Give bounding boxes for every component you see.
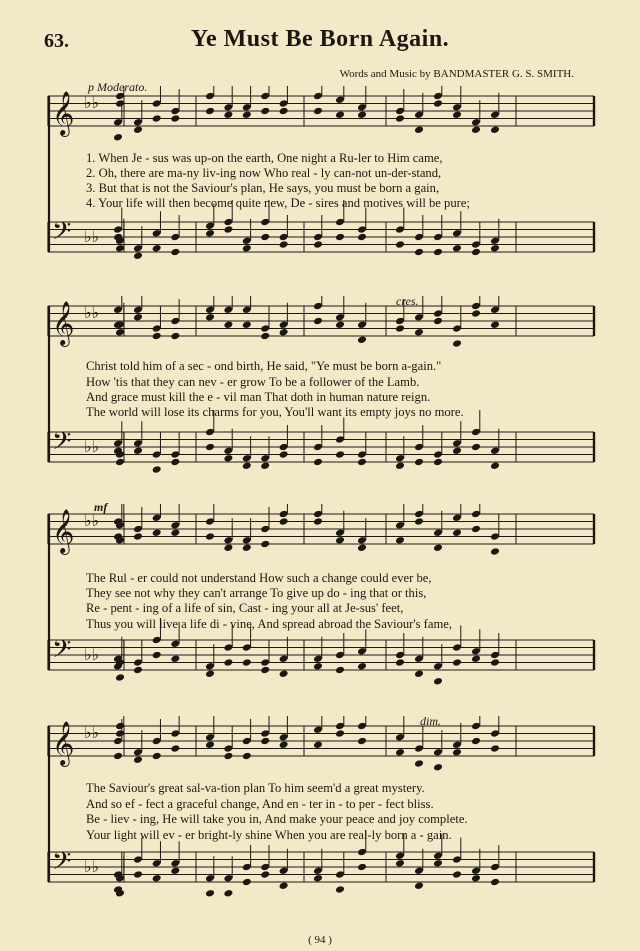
tempo-marking: p Moderato. xyxy=(88,80,148,94)
crescendo-marking: cres. xyxy=(396,294,419,308)
key-signature-icon: ♭♭ xyxy=(84,437,100,456)
bass-clef-icon: 𝄢 xyxy=(52,217,72,252)
hymn-title: Ye Must Be Born Again. xyxy=(190,26,450,52)
key-signature-icon: ♭♭ xyxy=(84,857,100,876)
bass-clef-icon: 𝄢 xyxy=(52,427,72,462)
lyric-line: The Rul - er could not understand How such a change could ever be, xyxy=(86,571,432,585)
page-number: ( 94 ) xyxy=(308,934,332,946)
lyric-line: 2. Oh, there are ma-ny liv-ing now Who real - ly can-not un-der-stand, xyxy=(86,166,442,180)
lyric-line: Thus you will live a life di - vine, And spread abroad the Saviour's fame, xyxy=(86,617,452,631)
lyric-line: 1. When Je - sus was up-on the earth, One night a Ru-ler to Him came, xyxy=(86,151,443,165)
hymn-number: 63. xyxy=(44,30,69,52)
mezzo-forte-marking: mf xyxy=(94,500,108,514)
treble-staff xyxy=(48,86,594,142)
bass-clef-icon: 𝄢 xyxy=(52,847,72,882)
treble-clef-icon: 𝄞 xyxy=(52,721,75,765)
treble-staff xyxy=(48,296,594,348)
lyric-line: Be - liev - ing, He will take you in, And make your peace and joy complete. xyxy=(86,812,468,826)
lyric-line: How 'tis that they can nev - er grow To be a follower of the Lamb. xyxy=(86,375,420,389)
lyric-line: And grace must kill the e - vil man That doth in human nature reign. xyxy=(86,390,431,404)
lyric-line: The Saviour's great sal-va-tion plan To him seem'd a great mystery. xyxy=(86,781,425,795)
key-signature-icon: ♭♭ xyxy=(84,645,100,664)
lyric-line: 3. But that is not the Saviour's plan, He says, you must be born a gain, xyxy=(86,181,440,195)
key-signature-icon: ♭♭ xyxy=(84,723,100,742)
lyric-line: Your light will ev - er bright-ly shine When you are real-ly born a - gain. xyxy=(86,828,452,842)
lyric-line: Re - pent - ing of a life of sin, Cast - ing your all at Je-sus' feet, xyxy=(86,601,404,615)
lyric-line: Christ told him of a sec - ond birth, He said, "Ye must be born a-gain." xyxy=(86,359,442,373)
treble-clef-icon: 𝄞 xyxy=(52,91,75,135)
bass-clef-icon: 𝄢 xyxy=(52,635,72,670)
key-signature-icon: ♭♭ xyxy=(84,227,100,246)
treble-staff xyxy=(48,504,594,556)
diminuendo-marking: dim. xyxy=(420,714,441,728)
key-signature-icon: ♭♭ xyxy=(84,303,100,322)
key-signature-icon: ♭♭ xyxy=(84,511,100,530)
lyric-line: And so ef - fect a graceful change, And en - ter in - to per - fect bliss. xyxy=(86,797,434,811)
treble-staff xyxy=(48,716,594,772)
lyric-line: They see not why they can't arrange To give up do - ing that or this, xyxy=(86,586,427,600)
lyric-line: The world will lose its charms for you, You'll want its empty joys no more. xyxy=(86,405,464,419)
treble-clef-icon: 𝄞 xyxy=(52,301,75,345)
treble-clef-icon: 𝄞 xyxy=(52,509,75,553)
lyric-line: 4. Your life will then become quite new, De - sires and motives will be pure; xyxy=(86,196,470,210)
author-credit: Words and Music by BANDMASTER G. S. SMITH. xyxy=(339,68,574,80)
key-signature-icon: ♭♭ xyxy=(84,93,100,112)
